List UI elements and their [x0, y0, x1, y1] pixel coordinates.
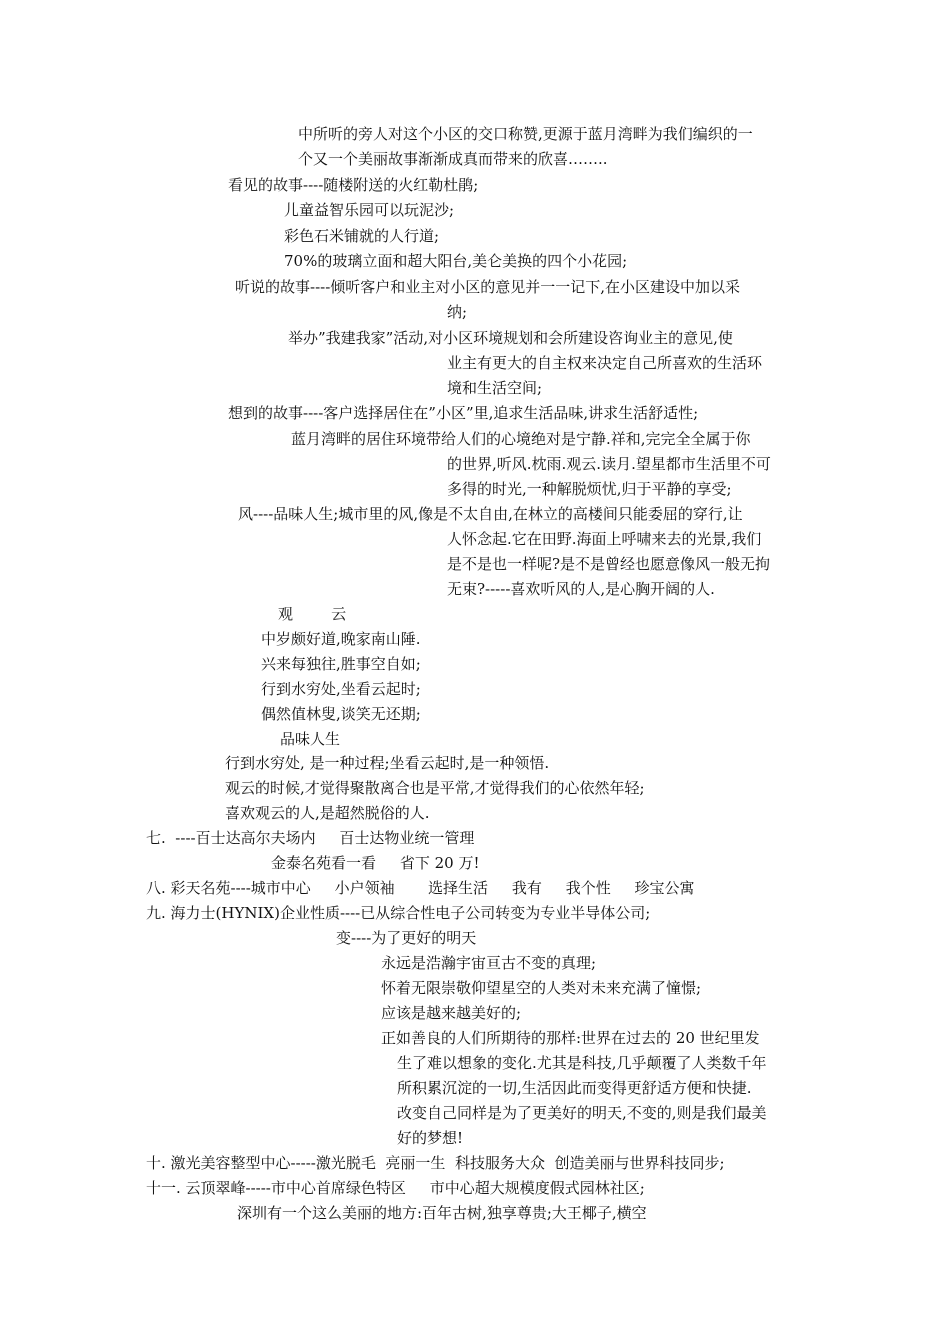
- text-line: 九. 海力士(HYNIX)企业性质----已从综合性电子公司转变为专业半导体公司;: [146, 904, 651, 922]
- text-line: 中所听的旁人对这个小区的交口称赞,更源于蓝月湾畔为我们编织的一: [298, 125, 753, 143]
- text-line: 观云的时候,才觉得聚散离合也是平常,才觉得我们的心依然年轻;: [225, 779, 645, 797]
- text-line: 境和生活空间;: [447, 379, 543, 397]
- text-line: 中岁颇好道,晚家南山陲.: [261, 630, 421, 648]
- text-line: 所积累沉淀的一切,生活因此而变得更舒适方便和快捷.: [397, 1079, 752, 1097]
- text-line: 生了难以想象的变化.尤其是科技,几乎颠覆了人类数千年: [397, 1054, 767, 1072]
- text-line: 想到的故事----客户选择居住在”小区”里,追求生活品味,讲求生活舒适性;: [228, 404, 699, 422]
- text-line: 永远是浩瀚宇宙亘古不变的真理;: [381, 954, 597, 972]
- text-line: 70%的玻璃立面和超大阳台,美仑美换的四个小花园;: [284, 252, 628, 270]
- text-line: 风----品味人生;城市里的风,像是不太自由,在林立的高楼间只能委屈的穿行,让: [238, 505, 743, 523]
- text-line: 人怀念起.它在田野.海面上呼啸来去的光景,我们: [447, 530, 762, 548]
- text-line: 业主有更大的自主权来决定自己所喜欢的生活环: [447, 354, 763, 372]
- text-line: 八. 彩天名苑----城市中心 小户领袖 选择生活 我有 我个性 珍宝公寓: [146, 879, 695, 897]
- text-line: 是不是也一样呢?是不是曾经也愿意像风一般无拘: [447, 555, 771, 573]
- text-line: 怀着无限崇敬仰望星空的人类对未来充满了憧憬;: [381, 979, 702, 997]
- text-line: 儿童益智乐园可以玩泥沙;: [284, 201, 455, 219]
- text-line: 应该是越来越美好的;: [381, 1004, 522, 1022]
- text-line: 行到水穷处,坐看云起时;: [261, 680, 421, 698]
- text-line: 无束?-----喜欢听风的人,是心胸开阔的人.: [447, 580, 715, 598]
- text-line: 喜欢观云的人,是超然脱俗的人.: [225, 804, 430, 822]
- text-line: 变----为了更好的明天: [336, 929, 477, 947]
- text-line: 好的梦想!: [397, 1129, 464, 1147]
- text-line: 观 云: [278, 605, 347, 623]
- text-line: 彩色石米铺就的人行道;: [284, 227, 440, 245]
- text-line: 的世界,听风.枕雨.观云.读月.望星都市生活里不可: [447, 455, 771, 473]
- text-line: 深圳有一个这么美丽的地方:百年古树,独享尊贵;大王椰子,横空: [237, 1204, 647, 1222]
- text-line: 个又一个美丽故事渐渐成真而带来的欣喜……..: [298, 150, 608, 168]
- text-line: 七. ----百士达高尔夫场内 百士达物业统一管理: [146, 829, 475, 847]
- text-line: 纳;: [447, 303, 468, 321]
- text-line: 看见的故事----随楼附送的火红勒杜鹃;: [228, 176, 479, 194]
- text-line: 蓝月湾畔的居住环境带给人们的心境绝对是宁静.祥和,完完全全属于你: [291, 430, 751, 448]
- text-line: 举办”我建我家”活动,对小区环境规划和会所建设咨询业主的意见,使: [288, 329, 733, 347]
- text-line: 偶然值林叟,谈笑无还期;: [261, 705, 421, 723]
- text-line: 十一. 云顶翠峰-----市中心首席绿色特区 市中心超大规模度假式园林社区;: [146, 1179, 645, 1197]
- text-line: 品味人生: [280, 730, 341, 748]
- text-line: 改变自己同样是为了更美好的明天,不变的,则是我们最美: [397, 1104, 767, 1122]
- text-line: 金泰名苑看一看 省下 20 万!: [271, 854, 480, 872]
- text-line: 兴来每独往,胜事空自如;: [261, 655, 421, 673]
- text-line: 正如善良的人们所期待的那样:世界在过去的 20 世纪里发: [381, 1029, 760, 1047]
- text-line: 听说的故事----倾听客户和业主对小区的意见并一一记下,在小区建设中加以采: [235, 278, 741, 296]
- text-line: 行到水穷处, 是一种过程;坐看云起时,是一种领悟.: [225, 754, 550, 772]
- text-line: 十. 激光美容整型中心-----激光脱毛 亮丽一生 科技服务大众 创造美丽与世界科技同步;: [146, 1154, 725, 1172]
- text-line: 多得的时光,一种解脱烦忧,归于平静的享受;: [447, 480, 732, 498]
